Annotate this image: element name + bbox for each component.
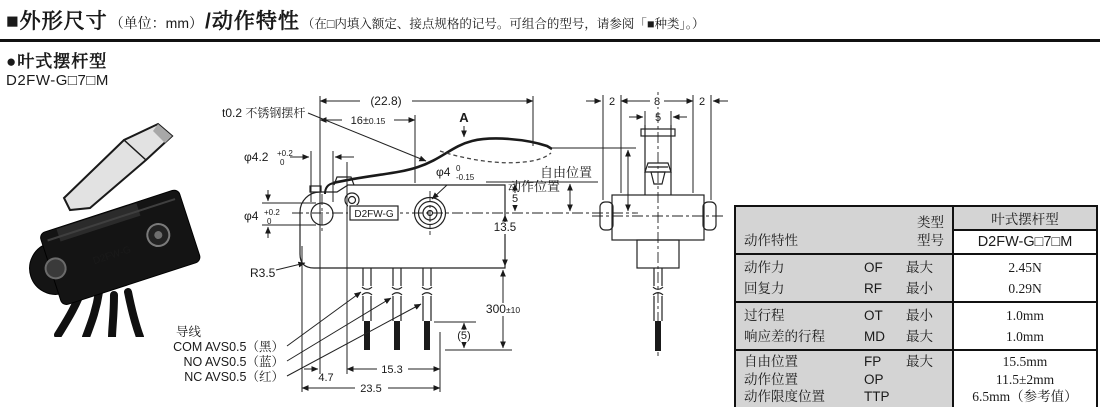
product-model: D2FW-G□7□M [6, 72, 109, 89]
dia-4-left-tol-upper: +0.2 [264, 208, 280, 217]
section-title-2: /动作特性 [205, 10, 300, 33]
lever-operated-ghost [440, 151, 551, 163]
dia-4-left-label: φ4 [244, 209, 259, 223]
table-row: 动作力 OF 最大 [744, 260, 933, 275]
table-type-value: 叶式摆杆型 [954, 207, 1096, 231]
free-position-label: 自由位置 [540, 165, 593, 180]
side-view-body [586, 95, 728, 351]
table-corner-label: 动作特性 [744, 233, 798, 248]
table-row: 响应差的行程 MD 最大 [744, 329, 933, 344]
table-type-label: 类型 [917, 215, 944, 230]
lever-material-note: t0.2 不锈钢摆杆 [222, 106, 306, 120]
dimension-drawing [150, 85, 745, 407]
leads-title: 导线 [176, 325, 202, 339]
radius-label: R3.5 [250, 266, 276, 280]
table-header-left [736, 207, 954, 253]
table-label-cell [736, 255, 954, 301]
operating-position-label: 动作位置 [508, 179, 561, 194]
dia-4-right-tol-lower: -0.15 [456, 173, 475, 182]
table-model-value: D2FW-G□7□M [977, 234, 1073, 250]
table-row: 回复力 RF 最小 [744, 281, 933, 296]
dia-4-left-tol-lower: 0 [267, 217, 272, 226]
product-category: ●叶式摆杆型 [6, 52, 108, 71]
dim-16-label: 16±0.15 [350, 115, 386, 127]
point-a-label: A [459, 110, 469, 125]
table-label-cell [736, 303, 954, 349]
table-header-right [954, 207, 1096, 253]
table-value-cell: 2.45N 0.29N [1008, 260, 1042, 296]
dia-42-tol-upper: +0.2 [277, 149, 293, 158]
dia-42-tol-lower: 0 [280, 158, 285, 167]
dim-5-label: 5 [511, 193, 519, 205]
dia-4-right-label: φ4 [436, 165, 451, 179]
dim-4-7-label: 4.7 [318, 372, 334, 384]
dimension-lines [262, 96, 636, 392]
side-dim-2-left: 2 [608, 96, 616, 108]
table-label-cell [736, 351, 954, 407]
table-row: 动作位置 OP [744, 371, 884, 387]
dim-23-5-label: 23.5 [360, 383, 382, 395]
table-row: 动作限度位置 TTP [744, 389, 890, 404]
table-value-cell: 15.5mm 11.5±2mm 6.5mm（参考值） [972, 354, 1078, 404]
table-value-cell: 1.0mm 1.0mm [1006, 308, 1044, 344]
section-title-note: （在□内填入额定、接点规格的记号。可组合的型号，请参阅「■种类」。） [301, 17, 705, 31]
side-dim-8: 8 [653, 96, 661, 108]
lead-no-label: NO AVS0.5（蓝） [183, 355, 284, 369]
table-model-label: 型号 [917, 233, 944, 248]
lead-nc-label: NC AVS0.5（红） [184, 370, 284, 384]
front-view-body [300, 177, 505, 268]
dim-13-5-label: 13.5 [493, 222, 517, 234]
characteristics-table [734, 205, 1098, 407]
table-row: 自由位置 FP 最大 [744, 354, 933, 369]
header-divider [0, 39, 1100, 42]
dim-15-3-label: 15.3 [381, 364, 403, 376]
illustration-body-label: D2FW-G [91, 244, 133, 268]
dia-42-label: φ4.2 [244, 150, 269, 164]
section-title: ■外形尺寸 [6, 10, 108, 33]
section-title-unit: （单位：mm） [109, 15, 204, 31]
dim-overall-label: (22.8) [370, 94, 402, 108]
body-model-label: D2FW-G [354, 209, 394, 220]
dim-5-paren-label: (5) [457, 330, 471, 342]
side-dim-2-right: 2 [698, 96, 706, 108]
dim-300-label: 300±10 [485, 302, 521, 316]
side-dim-5: 5 [654, 112, 662, 124]
lead-com-label: COM AVS0.5（黑） [173, 340, 284, 354]
dia-4-right-tol-upper: 0 [456, 164, 461, 173]
table-row: 过行程 OT 最小 [744, 308, 933, 323]
section-header [6, 5, 704, 35]
